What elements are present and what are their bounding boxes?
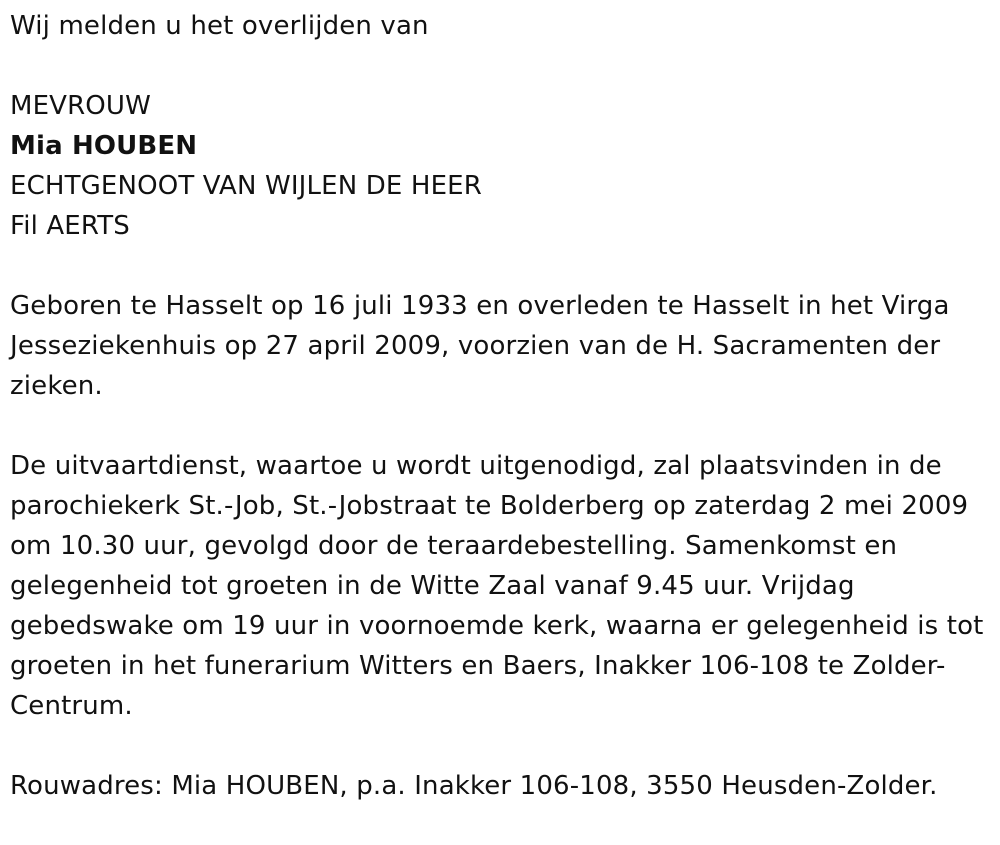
relation-text: ECHTGENOOT VAN WIJLEN DE HEER [10, 171, 482, 201]
mourning-address: Rouwadres: Mia HOUBEN, p.a. Inakker 106-108, 3550 Heusden-Zolder. [10, 771, 938, 801]
death-notice [10, 6, 985, 806]
spouse-name: Fil AERTS [10, 211, 130, 241]
honorific: MEVROUW [10, 91, 151, 121]
birth-death-paragraph: Geboren te Hasselt op 16 juli 1933 en overleden te Hasselt in het Virga Jesseziekenhuis op 27 april 2009, voorzien van de H. Sacramenten der zieken. [10, 291, 950, 401]
intro-text: Wij melden u het overlijden van [10, 11, 429, 41]
funeral-paragraph: De uitvaartdienst, waartoe u wordt uitgenodigd, zal plaatsvinden in de parochiekerk St.-Job, St.-Jobstraat te Bolderberg op zaterdag 2 mei 2009 om 10.30 uur, gevolgd door de teraardebestelling. Samenkomst en gelegenheid tot groeten in de Witte Zaal vanaf 9.45 uur. Vrijdag gebedswake om 19 uur in voornoemde kerk, waarna er gelegenheid is tot groeten in het funerarium Witters en Baers, Inakker 106-108 te Zolder-Centrum. [10, 451, 984, 721]
deceased-name: Mia HOUBEN [10, 131, 198, 161]
